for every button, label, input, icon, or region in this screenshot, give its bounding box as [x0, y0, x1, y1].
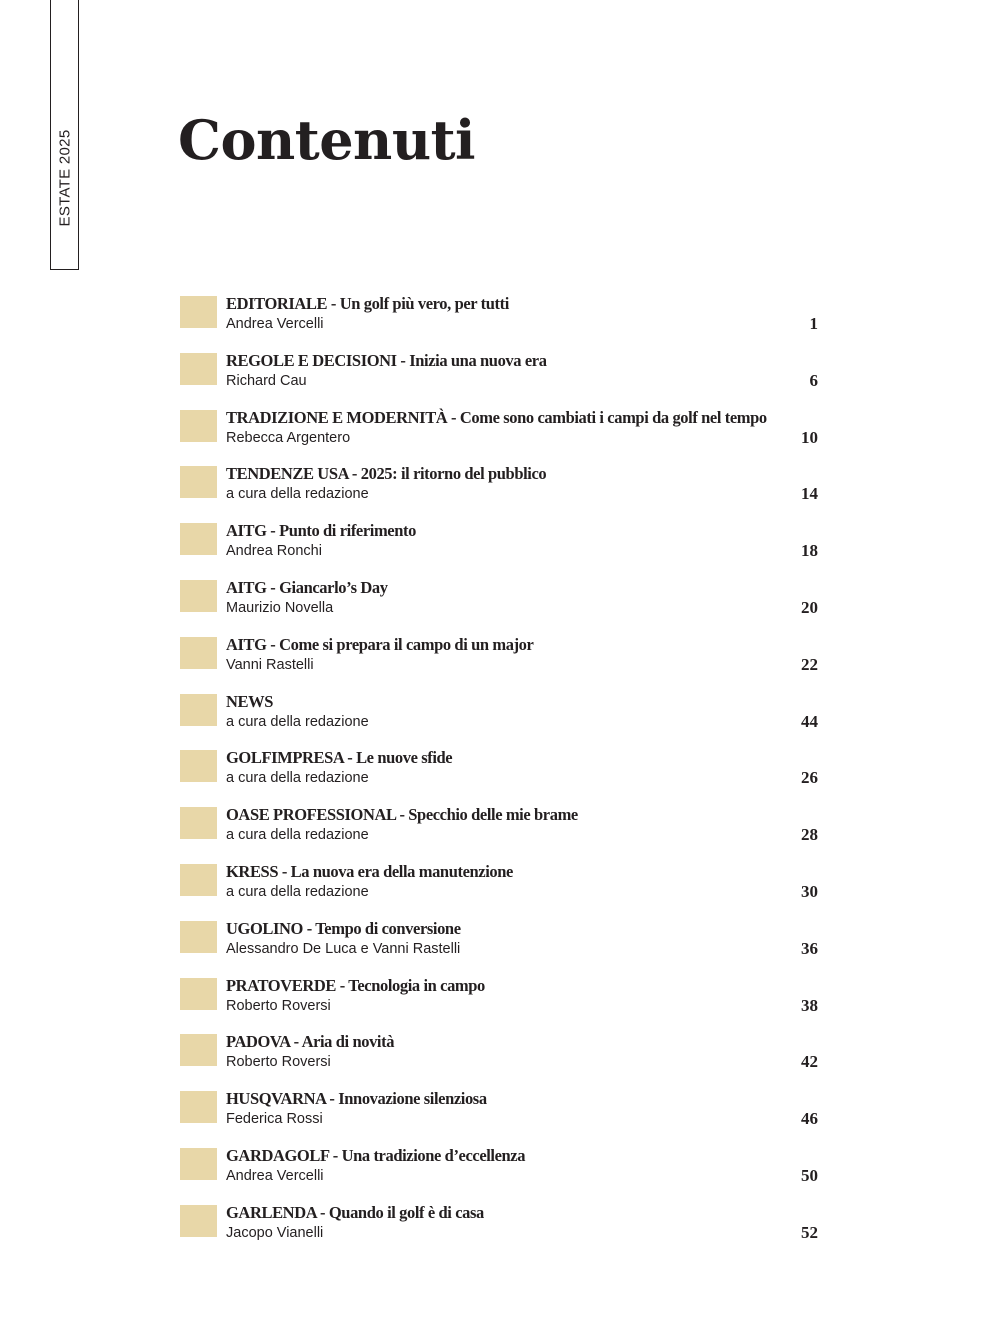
entry-section: AITG — [226, 634, 267, 654]
toc-entry[interactable] — [180, 861, 820, 902]
entry-swatch — [180, 1034, 217, 1066]
entry-page-number: 28 — [801, 825, 818, 845]
entry-page-number: 22 — [801, 654, 818, 674]
entry-subtitle: Come sono cambiati i campi da golf nel tempo — [459, 407, 767, 427]
entry-swatch — [180, 978, 217, 1010]
toc-entry[interactable] — [180, 1145, 820, 1186]
entry-separator: - — [325, 1089, 339, 1109]
entry-subtitle: Le nuove sfide — [356, 748, 453, 768]
entry-page-number: 46 — [801, 1109, 818, 1129]
entry-separator: - — [348, 464, 361, 484]
entry-subtitle: Innovazione silenziosa — [338, 1089, 487, 1109]
entry-title — [226, 1032, 394, 1052]
entry-author: Jacopo Vianelli — [226, 1224, 324, 1241]
entry-page-number: 38 — [801, 995, 818, 1015]
entry-swatch — [180, 580, 217, 612]
entry-title — [226, 748, 452, 768]
toc-entry[interactable] — [180, 975, 820, 1016]
entry-swatch — [180, 1148, 217, 1180]
entry-page-number: 6 — [809, 370, 818, 390]
entry-subtitle: Aria di novità — [301, 1032, 395, 1052]
toc-entry[interactable] — [180, 466, 820, 504]
entry-title — [226, 805, 578, 825]
toc-entry[interactable] — [180, 1034, 820, 1072]
entry-subtitle: Tempo di conversione — [315, 918, 461, 938]
entry-swatch — [180, 466, 217, 498]
entry-author: Andrea Ronchi — [226, 543, 322, 560]
toc-entry[interactable] — [180, 750, 820, 788]
toc-entry[interactable] — [180, 523, 820, 561]
entry-title — [226, 919, 461, 939]
entry-section: AITG — [226, 577, 267, 597]
entry-author: Vanni Rastelli — [226, 656, 314, 673]
entry-swatch — [180, 807, 217, 839]
entry-title — [226, 1146, 525, 1166]
entry-subtitle: Inizia una nuova era — [409, 350, 547, 370]
entry-separator: - — [447, 407, 460, 427]
entry-separator: - — [278, 861, 291, 881]
entry-page-number: 30 — [801, 881, 818, 901]
entry-author: Andrea Vercelli — [226, 1167, 324, 1184]
entry-subtitle: 2025: il ritorno del pubblico — [360, 464, 547, 484]
entry-section: PADOVA — [226, 1032, 290, 1052]
entry-separator: - — [396, 350, 410, 370]
entry-author: Maurizio Novella — [226, 599, 334, 616]
page-title: Contenuti — [178, 108, 476, 172]
entry-author: Alessandro De Luca e Vanni Rastelli — [226, 940, 461, 957]
entry-page-number: 50 — [801, 1165, 818, 1185]
toc-entry[interactable] — [180, 296, 820, 334]
entry-subtitle: Specchio delle mie brame — [408, 805, 578, 825]
entry-title — [226, 351, 547, 371]
entry-author: a cura della redazione — [226, 827, 369, 844]
entry-separator: - — [266, 577, 280, 597]
entry-separator: - — [332, 1145, 342, 1165]
toc-entry[interactable] — [180, 691, 820, 732]
entry-title — [226, 862, 513, 882]
entry-page-number: 44 — [801, 711, 818, 731]
entry-page-number: 52 — [801, 1222, 818, 1242]
entry-author: Rebecca Argentero — [226, 429, 351, 446]
toc-entry[interactable] — [180, 1091, 820, 1129]
entry-separator: - — [289, 1032, 302, 1052]
entry-section: GOLFIMPRESA — [226, 748, 344, 768]
entry-section: AITG — [226, 521, 267, 541]
entry-subtitle: Tecnologia in campo — [348, 975, 485, 995]
entry-section: UGOLINO — [226, 918, 303, 938]
toc-entry[interactable] — [180, 918, 820, 959]
entry-separator: - — [316, 1202, 329, 1222]
table-of-contents — [180, 296, 820, 1262]
entry-swatch — [180, 864, 217, 896]
entry-separator: - — [302, 918, 316, 938]
toc-entry[interactable] — [180, 807, 820, 845]
entry-separator: - — [343, 748, 357, 768]
entry-author: Roberto Roversi — [226, 1054, 331, 1071]
entry-section: GARLENDA — [226, 1202, 317, 1222]
entry-page-number: 10 — [801, 427, 818, 447]
entry-section: EDITORIALE — [226, 294, 328, 313]
entry-section: NEWS — [226, 691, 273, 711]
entry-subtitle: La nuova era della manutenzione — [290, 861, 513, 881]
entry-swatch — [180, 410, 217, 442]
entry-swatch — [180, 694, 217, 726]
entry-author: Roberto Roversi — [226, 997, 331, 1014]
toc-entry[interactable] — [180, 350, 820, 391]
entry-section: GARDAGOLF — [226, 1145, 333, 1165]
entry-page-number: 1 — [809, 314, 818, 333]
entry-author: Richard Cau — [226, 372, 307, 389]
entry-title — [226, 635, 533, 655]
entry-author: a cura della redazione — [226, 770, 369, 787]
entry-section: OASE PROFESSIONAL — [226, 805, 396, 825]
entry-subtitle: Giancarlo’s Day — [279, 577, 388, 597]
entry-page-number: 14 — [801, 484, 818, 504]
entry-section: HUSQVARNA — [226, 1089, 326, 1109]
entry-title — [226, 1203, 484, 1223]
entry-author: Andrea Vercelli — [226, 316, 324, 332]
toc-entry[interactable] — [180, 1202, 820, 1243]
entry-section: REGOLE E DECISIONI — [226, 350, 397, 370]
entry-swatch — [180, 750, 217, 782]
entry-title — [226, 408, 767, 428]
issue-label: ESTATE 2025 — [56, 129, 74, 227]
entry-subtitle: Come si prepara il campo di un major — [279, 634, 534, 654]
entry-page-number: 42 — [801, 1052, 818, 1072]
entry-separator: - — [395, 805, 409, 825]
entry-title — [226, 521, 416, 541]
entry-separator: - — [266, 521, 280, 541]
entry-swatch — [180, 523, 217, 555]
toc-entry[interactable] — [180, 577, 820, 618]
entry-title — [226, 1089, 487, 1109]
entry-subtitle: Una tradizione d’eccellenza — [341, 1145, 526, 1165]
entry-author: a cura della redazione — [226, 883, 369, 900]
entry-section: TRADIZIONE E MODERNITÀ — [226, 407, 448, 427]
entry-separator: - — [266, 634, 280, 654]
entry-swatch — [180, 637, 217, 669]
entry-swatch — [180, 296, 217, 328]
entry-title — [226, 464, 546, 484]
entry-title — [226, 692, 273, 712]
entry-swatch — [180, 1091, 217, 1123]
entry-subtitle: Quando il golf è di casa — [328, 1202, 484, 1222]
toc-entry[interactable] — [180, 407, 820, 448]
entry-author: Federica Rossi — [226, 1111, 323, 1128]
entry-page-number: 26 — [801, 768, 818, 788]
entry-swatch — [180, 353, 217, 385]
entry-title — [226, 294, 509, 314]
entry-title — [226, 578, 388, 598]
entry-page-number: 18 — [801, 541, 818, 561]
entry-separator: - — [336, 975, 349, 995]
toc-entry[interactable] — [180, 634, 820, 675]
entry-swatch — [180, 921, 217, 953]
entry-section: TENDENZE USA — [226, 464, 349, 484]
entry-title — [226, 976, 485, 996]
entry-author: a cura della redazione — [226, 713, 369, 730]
entry-subtitle: Punto di riferimento — [279, 521, 416, 541]
entry-swatch — [180, 1205, 217, 1237]
entry-section: KRESS — [226, 861, 279, 881]
entry-page-number: 20 — [801, 597, 818, 617]
entry-separator: - — [327, 294, 340, 313]
entry-author: a cura della redazione — [226, 486, 369, 503]
entry-subtitle: Un golf più vero, per tutti — [339, 294, 509, 313]
entry-page-number: 36 — [801, 938, 818, 958]
entry-section: PRATOVERDE — [226, 975, 336, 995]
